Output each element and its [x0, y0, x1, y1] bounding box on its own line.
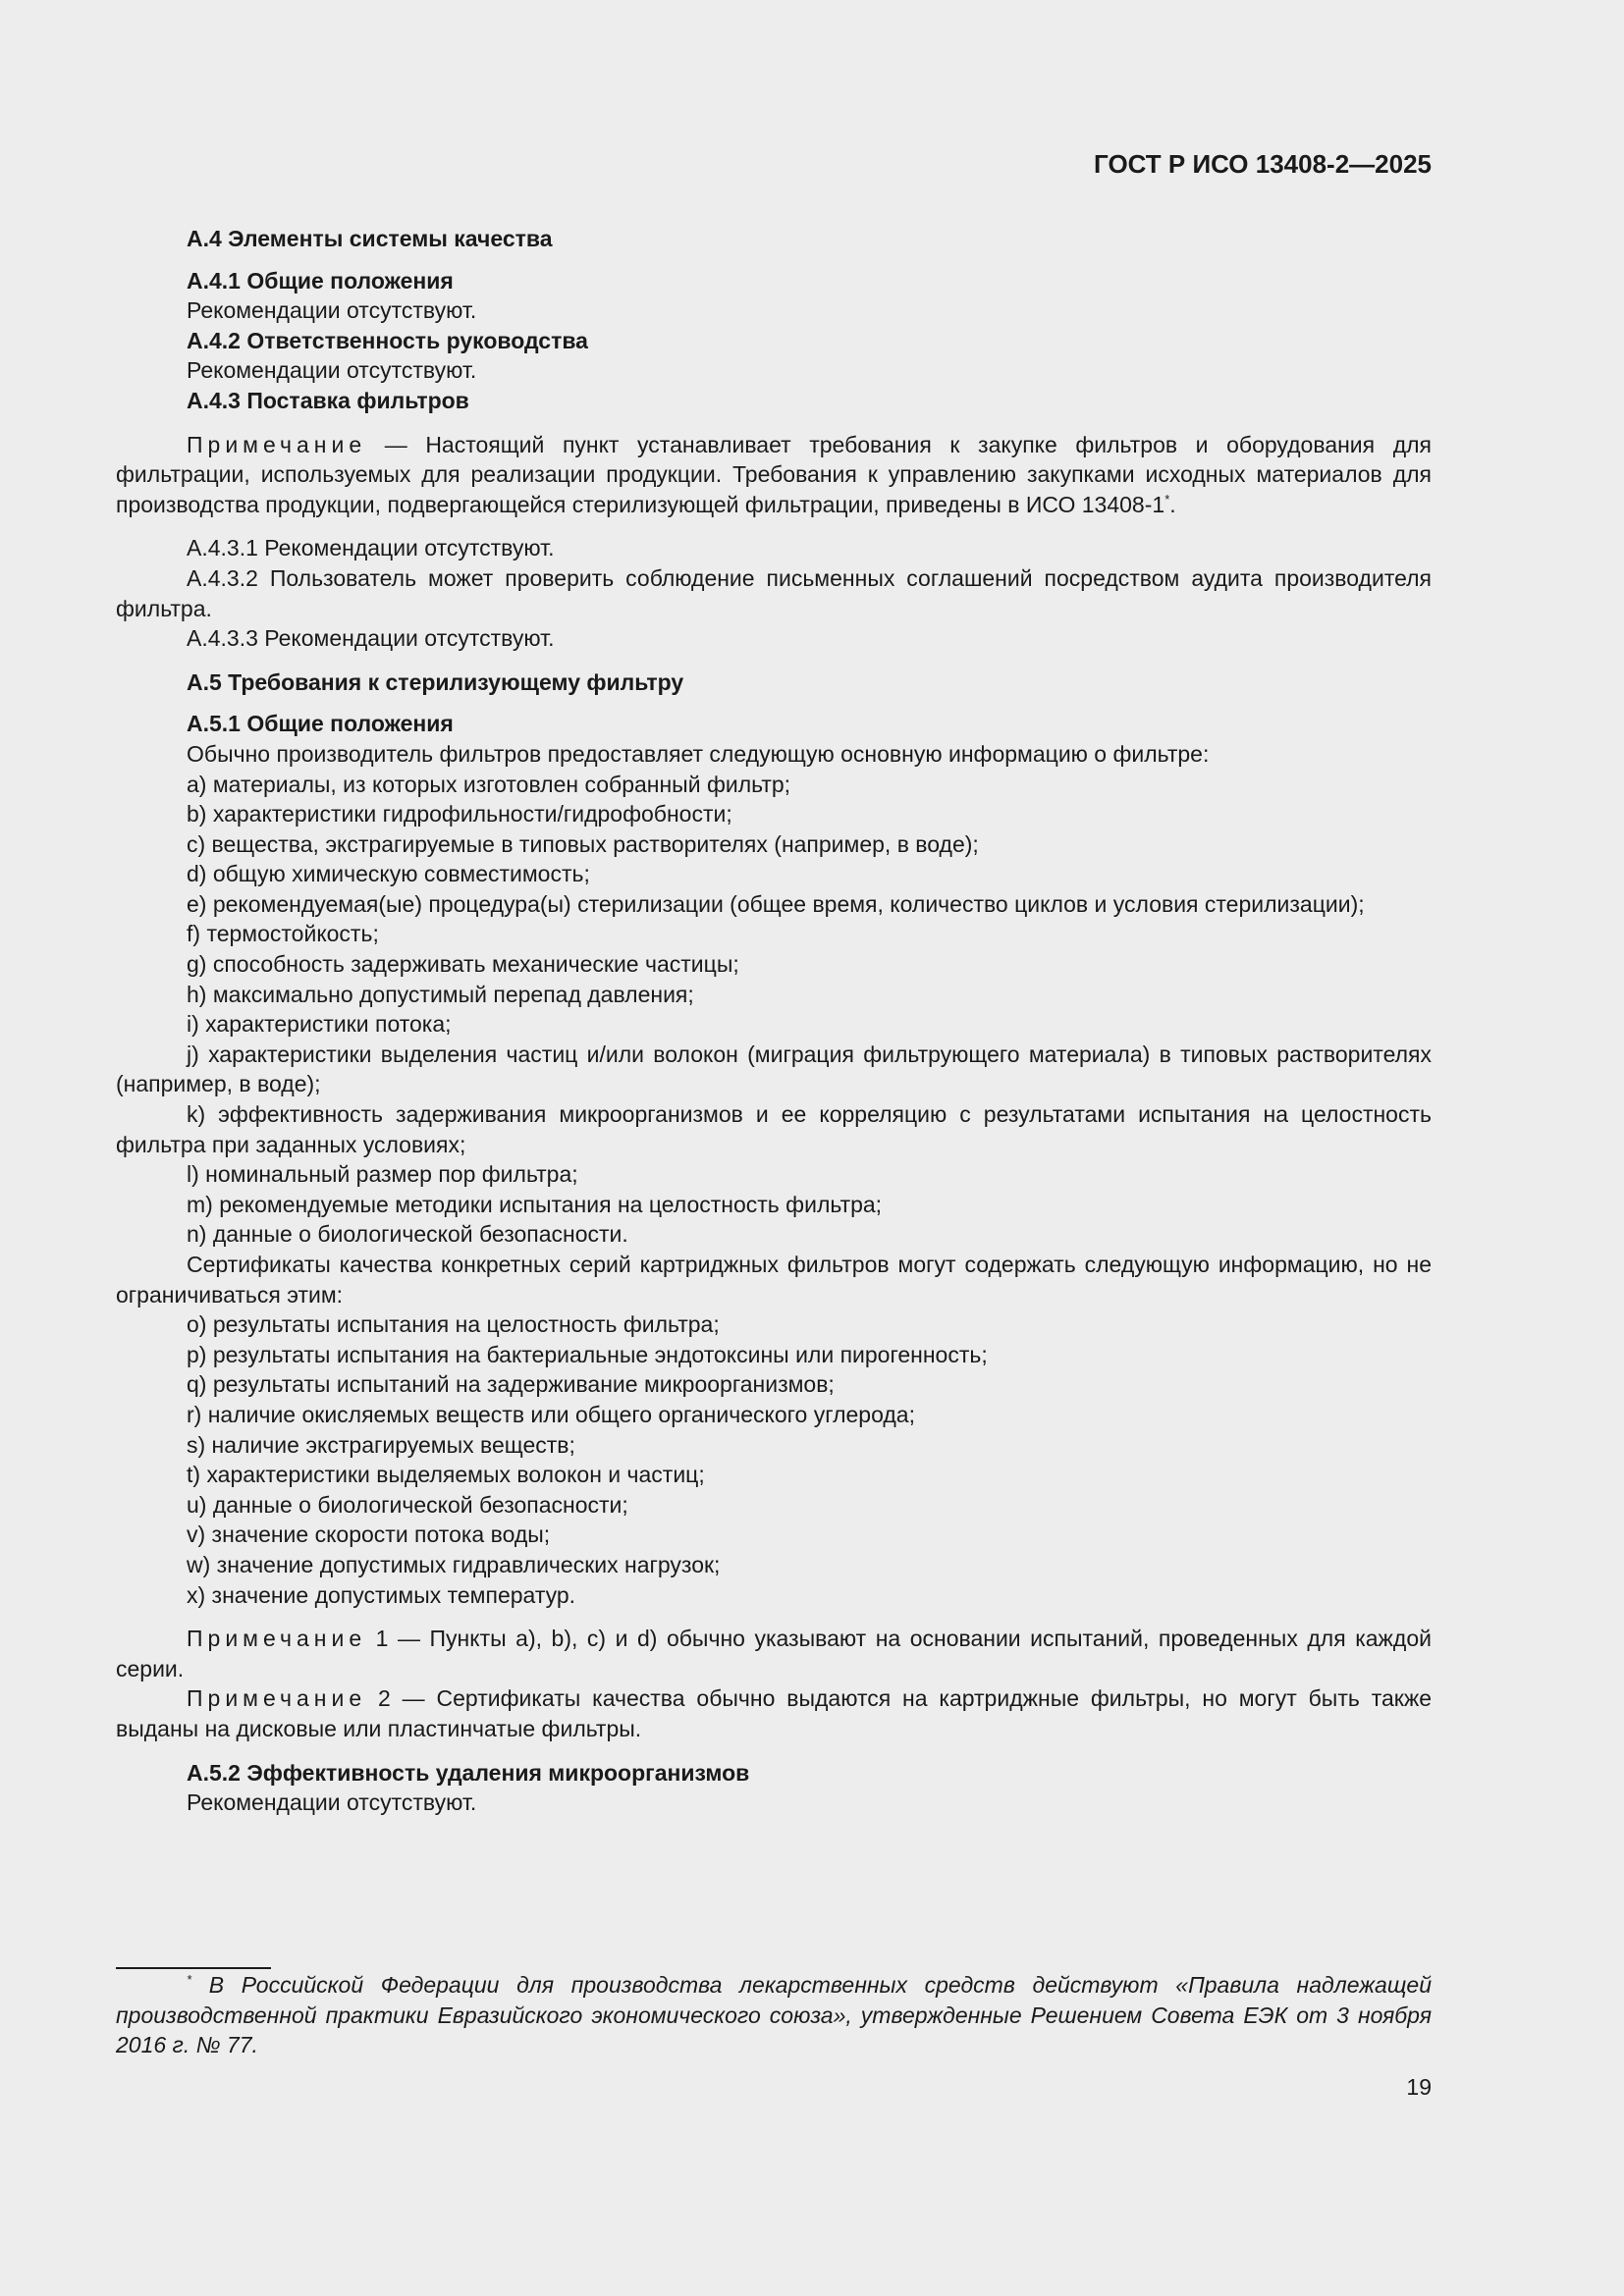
page-number: 19: [1406, 2074, 1432, 2100]
section-a51-heading: А.5.1 Общие положения: [187, 711, 454, 737]
section-a43-heading: А.4.3 Поставка фильтров: [187, 387, 469, 413]
list-item: w) значение допустимых гидравлических нагрузок;: [187, 1551, 721, 1577]
section-a4-heading: А.4 Элементы системы качества: [187, 226, 553, 251]
section-a52-heading: А.5.2 Эффективность удаления микроорганизмов: [187, 1759, 750, 1786]
note-end: .: [1169, 491, 1176, 517]
list-item: c) вещества, экстрагируемые в типовых растворителях (например, в воде);: [187, 830, 979, 857]
note-text: 2 — Сертификаты качества обычно выдаются на картриджные фильтры, но могут быть также выданы на дисковые или пластинчатые фильтры.: [116, 1685, 1432, 1741]
list-item: u) данные о биологической безопасности;: [187, 1491, 628, 1518]
list-item: d) общую химическую совместимость;: [187, 861, 590, 887]
list-item: g) способность задерживать механические частицы;: [187, 951, 739, 978]
section-a41-text: Рекомендации отсутствуют.: [187, 297, 477, 324]
document-page: [116, 0, 1432, 2296]
note-text: — Настоящий пункт устанавливает требования к закупке фильтров и оборудования для фильтрации, используемых для реализации продукции. Требования к управлению закупками исходных материалов для производства продукции, подвергающейся стерилизующей фильтрации, приведены в ИСО 13408-1: [116, 431, 1432, 517]
list-item: e) рекомендуемая(ые) процедура(ы) стерилизации (общее время, количество циклов и условия стерилизации);: [187, 890, 1365, 917]
list-item: r) наличие окисляемых веществ или общего органического углерода;: [187, 1401, 915, 1427]
certificate-info-list: [116, 1309, 1432, 1610]
note-2: [116, 1683, 1432, 1743]
section-a52-text: Рекомендации отсутствуют.: [187, 1789, 477, 1816]
section-a51-intro: Обычно производитель фильтров предоставляет следующую основную информацию о фильтре:: [187, 740, 1210, 767]
list-item: a) материалы, из которых изготовлен собранный фильтр;: [187, 771, 791, 797]
list-item: j) характеристики выделения частиц и/или волокон (миграция фильтрующего материала) в типовых растворителях (например, в воде);: [116, 1041, 1432, 1097]
page-content: [116, 224, 1432, 1818]
list-item: i) характеристики потока;: [187, 1011, 452, 1038]
document-code-header: ГОСТ Р ИСО 13408-2—2025: [1094, 149, 1432, 179]
list-item: k) эффективность задерживания микроорганизмов и ее корреляцию с результатами испытания на целостность фильтра при заданных условиях;: [116, 1101, 1432, 1157]
section-a42-text: Рекомендации отсутствуют.: [187, 357, 477, 384]
footnote-divider: [116, 1967, 271, 1969]
section-a5-heading: А.5 Требования к стерилизующему фильтру: [187, 668, 684, 695]
list-item: t) характеристики выделяемых волокон и частиц;: [187, 1462, 705, 1488]
list-item: n) данные о биологической безопасности.: [187, 1221, 628, 1248]
clause-a432: А.4.3.2 Пользователь может проверить соблюдение письменных соглашений посредством аудита производителя фильтра.: [116, 564, 1432, 621]
section-a41-heading: А.4.1 Общие положения: [187, 267, 454, 294]
list-item: h) максимально допустимый перепад давления;: [187, 981, 694, 1007]
list-item: q) результаты испытаний на задерживание микроорганизмов;: [187, 1371, 835, 1398]
note-label: Примечание: [187, 1626, 367, 1652]
footnote: [116, 1970, 1432, 2060]
list-item: b) характеристики гидрофильности/гидрофобности;: [187, 801, 732, 828]
note-1: [116, 1624, 1432, 1683]
note-label: Примечание: [187, 431, 367, 457]
filter-info-list: [116, 770, 1432, 1251]
list-item: v) значение скорости потока воды;: [187, 1522, 551, 1548]
section-a43-note: [116, 430, 1432, 520]
note-text: 1 — Пункты a), b), c) и d) обычно указывают на основании испытаний, проведенных для каждой серии.: [116, 1626, 1432, 1682]
list-item: f) термостойкость;: [187, 921, 379, 947]
clause-a431: А.4.3.1 Рекомендации отсутствуют.: [187, 535, 555, 561]
list-item: p) результаты испытания на бактериальные эндотоксины или пирогенность;: [187, 1341, 988, 1367]
list-item: l) номинальный размер пор фильтра;: [187, 1161, 578, 1188]
section-a42-heading: А.4.2 Ответственность руководства: [187, 327, 588, 353]
footnote-text: В Российской Федерации для производства лекарственных средств действуют «Правила надлежащей производственной практики Евразийского экономического союза», утвержденные Решением Совета ЕЭК от 3 ноября 2016 г. № 77.: [116, 1972, 1432, 2058]
note-label: Примечание: [187, 1685, 367, 1712]
certificate-intro: Сертификаты качества конкретных серий картриджных фильтров могут содержать следующую информацию, но не ограничиваться этим:: [116, 1252, 1432, 1308]
list-item: o) результаты испытания на целостность фильтра;: [187, 1311, 720, 1338]
list-item: s) наличие экстрагируемых веществ;: [187, 1431, 575, 1458]
footnote-reference: *: [1164, 491, 1170, 507]
list-item: x) значение допустимых температур.: [187, 1581, 576, 1608]
clause-a433: А.4.3.3 Рекомендации отсутствуют.: [187, 625, 555, 652]
list-item: m) рекомендуемые методики испытания на целостность фильтра;: [187, 1191, 883, 1217]
footnote-mark: *: [187, 1972, 192, 1987]
